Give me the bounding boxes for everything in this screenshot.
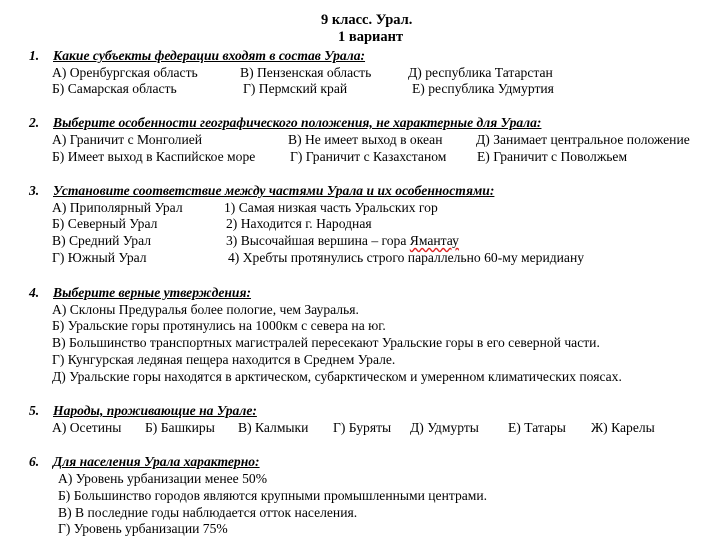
statement-item: Б) Большинство городов являются крупными промышленными центрами. — [58, 488, 488, 503]
match-feature-text: 3) Высочайшая вершина – гора — [226, 233, 410, 248]
answer-option: Е) республика Удмуртия — [412, 81, 554, 96]
variant-label: 1 вариант — [338, 29, 404, 45]
question-number: 1. — [29, 48, 40, 63]
document-title: 9 класс. Урал. — [321, 12, 413, 28]
question-1 — [29, 48, 366, 64]
statement-item: Г) Уровень урбанизации 75% — [58, 521, 228, 536]
statement-item: А) Уровень урбанизации менее 50% — [58, 471, 268, 486]
answer-option: Д) Занимает центральное положение — [476, 132, 690, 147]
statement-item: Д) Уральские горы находятся в арктическом, субарктическом и умеренном климатических поясах. — [52, 369, 622, 384]
answer-option: Д) Удмурты — [410, 420, 479, 435]
question-text: Выберите верные утверждения: — [53, 285, 252, 300]
question-number: 3. — [29, 183, 40, 198]
answer-option: Б) Самарская область — [52, 81, 177, 96]
answer-option: Г) Буряты — [333, 420, 392, 435]
match-feature: 4) Хребты протянулись строго параллельно 60-му меридиану — [228, 250, 585, 265]
question-number: 6. — [29, 454, 40, 469]
match-part: А) Приполярный Урал — [52, 200, 183, 215]
question-5 — [29, 403, 257, 419]
statement-item: В) Большинство транспортных магистралей пересекают Уральские горы в его северной части. — [52, 335, 600, 350]
question-number: 4. — [29, 285, 40, 300]
answer-option: Е) Татары — [508, 420, 566, 435]
question-number: 2. — [29, 115, 40, 130]
question-text: Установите соответствие между частями Урала и их особенностями: — [53, 183, 495, 198]
answer-option: А) Граничит с Монголией — [52, 132, 203, 147]
question-text: Какие субъекты федерации входят в состав Урала: — [53, 48, 366, 63]
match-part: Б) Северный Урал — [52, 216, 158, 231]
answer-option: Ж) Карелы — [591, 420, 655, 435]
answer-option: В) Пензенская область — [240, 65, 372, 80]
spellcheck-word: Ямантау — [409, 233, 459, 248]
answer-option: Г) Граничит с Казахстаном — [290, 149, 447, 164]
answer-option: В) Не имеет выход в океан — [288, 132, 443, 147]
match-feature: 2) Находится г. Народная — [226, 216, 372, 231]
answer-option: В) Калмыки — [238, 420, 309, 435]
answer-option: Б) Башкиры — [145, 420, 215, 435]
question-6 — [29, 454, 260, 470]
question-text: Выберите особенности географического положения, не характерные для Урала: — [53, 115, 542, 130]
answer-option: А) Оренбургская область — [52, 65, 198, 80]
question-text: Для населения Урала характерно: — [53, 454, 260, 469]
question-text: Народы, проживающие на Урале: — [53, 403, 257, 418]
answer-option: Е) Граничит с Поволжьем — [477, 149, 628, 164]
statement-item: А) Склоны Предуралья более пологие, чем Зауралья. — [52, 302, 359, 317]
question-2 — [29, 115, 542, 131]
match-feature: 1) Самая низкая часть Уральских гор — [224, 200, 438, 215]
match-part: Г) Южный Урал — [52, 250, 147, 265]
match-part: В) Средний Урал — [52, 233, 152, 248]
match-feature — [226, 233, 459, 249]
answer-option: А) Осетины — [52, 420, 122, 435]
statement-item: В) В последние годы наблюдается отток населения. — [58, 505, 358, 520]
statement-item: Г) Кунгурская ледяная пещера находится в Среднем Урале. — [52, 352, 396, 367]
answer-option: Г) Пермский край — [243, 81, 348, 96]
question-4 — [29, 285, 252, 301]
statement-item: Б) Уральские горы протянулись на 1000км с севера на юг. — [52, 318, 386, 333]
answer-option: Б) Имеет выход в Каспийское море — [52, 149, 256, 164]
answer-option: Д) республика Татарстан — [408, 65, 553, 80]
question-3 — [29, 183, 495, 199]
question-number: 5. — [29, 403, 40, 418]
